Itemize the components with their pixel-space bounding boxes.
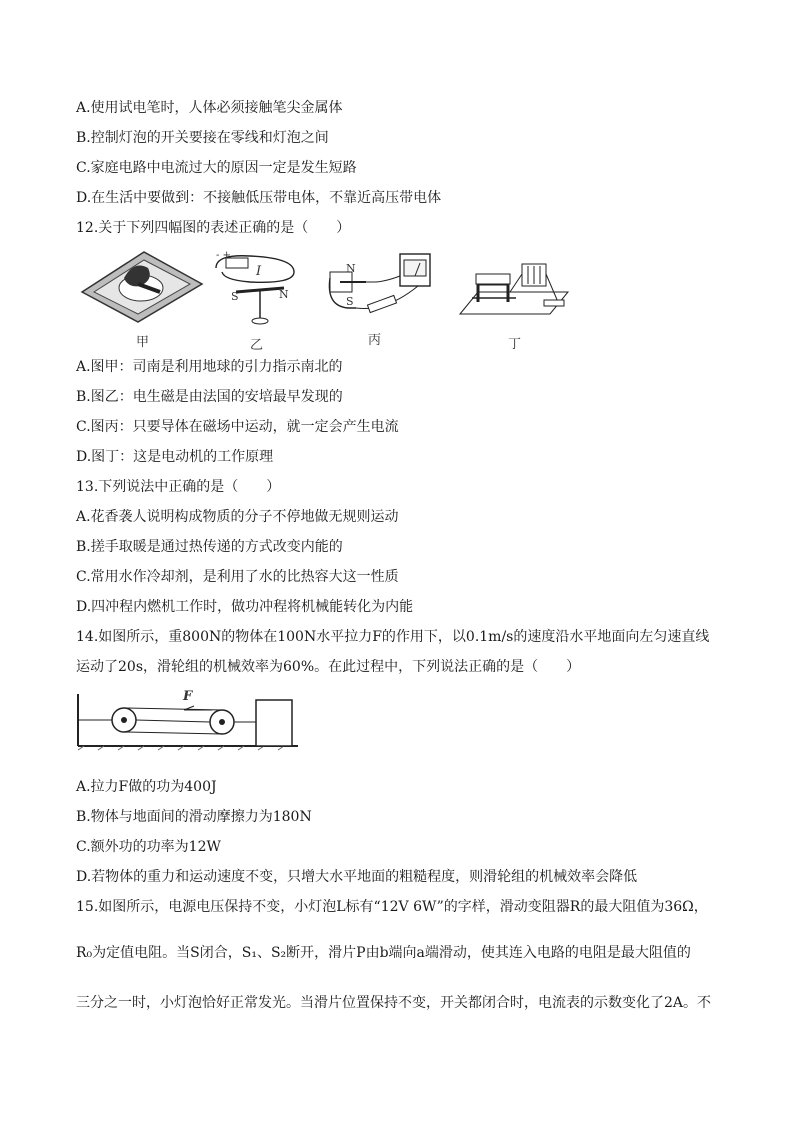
q13-option-a: A.花香袭人说明构成物质的分子不停地做无规则运动: [76, 509, 399, 525]
q12-option-d: D.图丁：这是电动机的工作原理: [76, 449, 274, 465]
q11-option-d: D.在生活中要做到：不接触低压带电体，不靠近高压带电体: [76, 190, 442, 206]
label-yi-n: N: [279, 288, 289, 301]
q11-option-c: C.家庭电路中电流过大的原因一定是发生短路: [76, 160, 357, 176]
q14-option-b: B.物体与地面间的滑动摩擦力为180N: [76, 809, 312, 825]
q13-stem: 13.下列说法中正确的是（ ）: [76, 479, 281, 495]
q12-stem: 12.关于下列四幅图的表述正确的是（ ）: [76, 220, 351, 236]
figure-bing: [326, 252, 438, 326]
caption-bing: 丙: [368, 333, 382, 348]
caption-ding: 丁: [508, 337, 522, 352]
caption-yi: 乙: [250, 338, 264, 353]
q14-option-c: C.额外功的功率为12W: [76, 839, 221, 855]
label-yi-battery: - +: [216, 250, 231, 261]
label-bing-s: S: [346, 295, 354, 308]
q13-option-c: C.常用水作冷却剂，是利用了水的比热容大这一性质: [76, 569, 399, 585]
q14-stem-line2: 运动了20s，滑轮组的机械效率为60%。在此过程中，下列说法正确的是（ ）: [76, 659, 581, 675]
caption-jia: 甲: [136, 335, 150, 350]
label-yi-current: I: [256, 264, 262, 279]
q11-option-b: B.控制灯泡的开关要接在零线和灯泡之间: [76, 130, 329, 146]
q15-line1: 15.如图所示，电源电压保持不变，小灯泡L标有“12V 6W”的字样，滑动变阻器R的最大阻值为36Ω，: [76, 899, 708, 915]
figure-jia: [76, 248, 206, 324]
figure-ding: [458, 262, 570, 324]
q12-option-c: C.图丙：只要导体在磁场中运动，就一定会产生电流: [76, 419, 399, 435]
q13-option-b: B.搓手取暖是通过热传递的方式改变内能的: [76, 539, 343, 555]
q15-line3: 三分之一时，小灯泡恰好正常发光。当滑片位置保持不变，开关都闭合时，电流表的示数变化了2A。不: [76, 995, 712, 1011]
q14-stem-line1: 14.如图所示，重800N的物体在100N水平拉力F的作用下，以0.1m/s的速度沿水平地面向左匀速直线: [76, 629, 710, 645]
q11-option-a: A.使用试电笔时，人体必须接触笔尖金属体: [76, 100, 343, 116]
q12-option-a: A.图甲：司南是利用地球的引力指示南北的: [76, 359, 343, 375]
q13-option-d: D.四冲程内燃机工作时，做功冲程将机械能转化为内能: [76, 599, 414, 615]
q14-option-a: A.拉力F做的功为400J: [76, 779, 217, 795]
label-bing-n: N: [346, 262, 356, 275]
q15-line2: R₀为定值电阻。当S闭合，S₁、S₂断开，滑片P由b端向a端滑动，使其连入电路的电阻是最大阻值的: [76, 945, 691, 961]
label-force-f: F: [183, 689, 193, 704]
q14-option-d: D.若物体的重力和运动速度不变，只增大水平地面的粗糙程度，则滑轮组的机械效率会降低: [76, 869, 638, 885]
label-yi-s: S: [231, 290, 239, 303]
q12-option-b: B.图乙：电生磁是由法国的安培最早发现的: [76, 389, 343, 405]
